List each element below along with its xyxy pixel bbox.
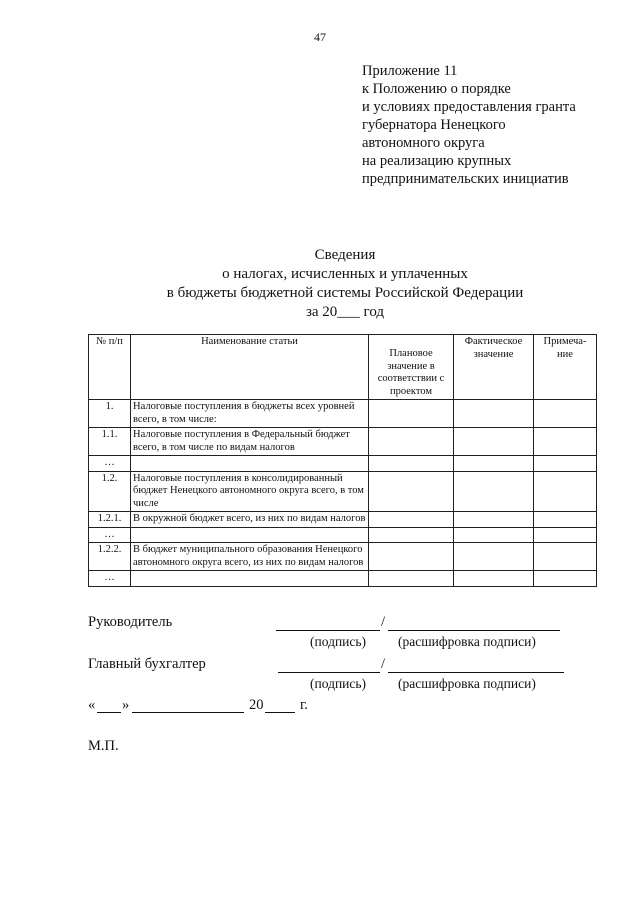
director-label: Руководитель [88, 614, 173, 630]
date-day-blank[interactable] [97, 700, 121, 713]
director-signature-caption: (подпись) [310, 634, 367, 649]
row-name: Налоговые поступления в консолидированный бюджет Ненецкого автономного округа всего, в том числе [131, 471, 369, 512]
row-num: 1.2. [89, 471, 131, 512]
table-row [89, 512, 597, 528]
page-number: 47 [314, 30, 326, 44]
row-fact-cell [454, 400, 534, 428]
row-num: 1.2.1. [89, 512, 131, 528]
director-slash: / [381, 614, 386, 630]
title-line: за 20___ год [305, 304, 385, 320]
appendix-line: губернатора Ненецкого [362, 117, 506, 133]
accountant-slash: / [381, 656, 386, 672]
row-name: В бюджет муниципального образования Ненецкого автономного округа всего, из них по видам налогов [131, 543, 369, 571]
row-plan-cell [369, 400, 454, 428]
accountant-label: Главный бухгалтер [88, 656, 206, 672]
row-name [131, 527, 369, 543]
row-note-cell [534, 543, 597, 571]
appendix-line: предпринимательских инициатив [362, 171, 569, 187]
appendix-header [362, 62, 576, 188]
table-row [89, 571, 597, 587]
row-num: … [89, 571, 131, 587]
row-fact-cell [454, 456, 534, 472]
header-plan: Плановое значение в соответствии с проектом [369, 335, 454, 400]
header-fact: Фактическое значение [454, 335, 534, 400]
header-num: № п/п [89, 335, 131, 400]
row-name [131, 456, 369, 472]
stamp-placeholder: М.П. [88, 738, 119, 754]
table-header-row [89, 335, 597, 400]
row-num: 1.1. [89, 428, 131, 456]
row-fact-cell [454, 527, 534, 543]
title-line: в бюджеты бюджетной системы Российской Федерации [166, 285, 524, 301]
row-plan-cell [369, 456, 454, 472]
header-note: Примеча-ние [534, 335, 597, 400]
row-fact-cell [454, 471, 534, 512]
title-line: Сведения [314, 247, 376, 263]
table-row [89, 400, 597, 428]
row-plan-cell [369, 527, 454, 543]
row-plan-cell [369, 428, 454, 456]
document-title [0, 246, 640, 322]
row-name: Налоговые поступления в Федеральный бюджет всего, в том числе по видам налогов [131, 428, 369, 456]
row-note-cell [534, 527, 597, 543]
row-fact-cell [454, 512, 534, 528]
row-fact-cell [454, 428, 534, 456]
row-name [131, 571, 369, 587]
appendix-line: к Положению о порядке [362, 81, 511, 97]
row-note-cell [534, 428, 597, 456]
row-plan-cell [369, 543, 454, 571]
date-year-blank[interactable] [265, 700, 295, 713]
row-plan-cell [369, 512, 454, 528]
director-captions [88, 634, 608, 656]
table-row [89, 456, 597, 472]
director-decoding-caption: (расшифровка подписи) [398, 634, 536, 649]
row-note-cell [534, 571, 597, 587]
appendix-line: и условиях предоставления гранта [362, 99, 576, 115]
row-fact-cell [454, 571, 534, 587]
table-row [89, 428, 597, 456]
accountant-captions [88, 676, 608, 698]
row-num: 1.2.2. [89, 543, 131, 571]
row-name: В окружной бюджет всего, из них по видам налогов [131, 512, 369, 528]
row-name: Налоговые поступления в бюджеты всех уровней всего, в том числе: [131, 400, 369, 428]
date-year-prefix: 20 [249, 697, 264, 713]
director-decoding-line[interactable] [388, 618, 560, 631]
table-row [89, 471, 597, 512]
title-line: о налогах, исчисленных и уплаченных [222, 266, 468, 282]
signature-block [88, 614, 608, 698]
director-signature-line[interactable] [276, 618, 380, 631]
row-note-cell [534, 456, 597, 472]
row-num: 1. [89, 400, 131, 428]
accountant-signature-line[interactable] [278, 660, 380, 673]
row-num: … [89, 456, 131, 472]
row-note-cell [534, 471, 597, 512]
tax-table [88, 334, 597, 587]
date-month-blank[interactable] [132, 700, 244, 713]
accountant-signature-caption: (подпись) [310, 676, 367, 691]
table-row [89, 543, 597, 571]
row-plan-cell [369, 571, 454, 587]
table-row [89, 527, 597, 543]
accountant-decoding-line[interactable] [388, 660, 564, 673]
date-year-suffix: г. [300, 697, 308, 713]
accountant-decoding-caption: (расшифровка подписи) [398, 676, 536, 691]
row-note-cell [534, 512, 597, 528]
row-plan-cell [369, 471, 454, 512]
header-name: Наименование статьи [131, 335, 369, 400]
appendix-line: автономного округа [362, 135, 485, 151]
row-fact-cell [454, 543, 534, 571]
appendix-line: Приложение 11 [362, 63, 458, 79]
row-num: … [89, 527, 131, 543]
row-note-cell [534, 400, 597, 428]
date-open-quote: « [88, 697, 96, 713]
director-signature-row [88, 614, 608, 634]
accountant-signature-row [88, 656, 608, 676]
date-close-quote: » [122, 697, 130, 713]
appendix-line: на реализацию крупных [362, 153, 512, 169]
